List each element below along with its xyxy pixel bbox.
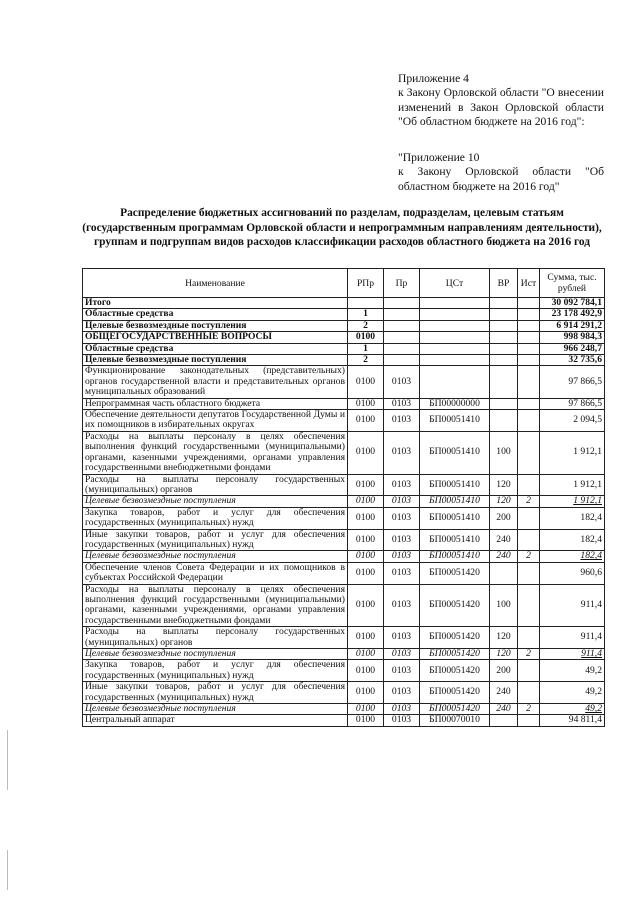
cell-ist <box>518 298 540 309</box>
appendix-4-caption <box>398 72 604 130</box>
cell-rpr: 0100 <box>348 704 384 715</box>
cell-vr: 120 <box>490 496 518 507</box>
cell-ist <box>518 562 540 584</box>
cell-name: Иные закупки товаров, работ и услуг для обеспечения государственных (муниципальных) нужд <box>83 682 348 704</box>
cell-rpr: 0100 <box>348 715 384 726</box>
cell-cst: БП00051410 <box>420 507 490 529</box>
cell-vr <box>490 410 518 432</box>
table-row <box>83 507 605 529</box>
cell-pr: 0103 <box>384 496 420 507</box>
appendix-4-line: к Закону Орловской области "О внесении изменений в Закон Орловской области "Об областном бюджете на 2016 год": <box>398 86 604 129</box>
cell-cst: БП00000000 <box>420 398 490 409</box>
cell-name: Расходы на выплаты персоналу государственных (муниципальных) органов <box>83 474 348 496</box>
cell-pr <box>384 332 420 343</box>
cell-ist <box>518 584 540 627</box>
cell-pr: 0103 <box>384 474 420 496</box>
budget-table <box>82 268 605 727</box>
col-vr-header: ВР <box>490 269 518 298</box>
appendix-10-caption <box>398 151 604 194</box>
cell-sum: 182,4 <box>540 551 605 562</box>
scan-margin-mark <box>7 730 8 790</box>
cell-rpr: 0100 <box>348 529 384 551</box>
table-row <box>83 649 605 660</box>
cell-cst <box>420 366 490 398</box>
table-row <box>83 682 605 704</box>
cell-cst <box>420 309 490 320</box>
cell-pr: 0103 <box>384 715 420 726</box>
cell-rpr: 0100 <box>348 398 384 409</box>
appendix-10-line: "Приложение 10 <box>398 151 480 164</box>
cell-name: Расходы на выплаты персоналу в целях обеспечения выполнения функций государственными (муниципальными) органами, казенными учреждениями, органами управления государственными внебюджетными фондами <box>83 431 348 474</box>
cell-pr: 0103 <box>384 649 420 660</box>
table-row <box>83 627 605 649</box>
table-row <box>83 309 605 320</box>
cell-vr: 100 <box>490 584 518 627</box>
cell-ist <box>518 332 540 343</box>
cell-vr <box>490 332 518 343</box>
cell-pr <box>384 320 420 331</box>
cell-pr <box>384 355 420 366</box>
cell-rpr: 0100 <box>348 660 384 682</box>
cell-name: Целевые безвозмездные поступления <box>83 496 348 507</box>
cell-ist <box>518 660 540 682</box>
table-row <box>83 496 605 507</box>
cell-rpr: 2 <box>348 355 384 366</box>
cell-sum: 911,4 <box>540 649 605 660</box>
table-row <box>83 431 605 474</box>
cell-pr: 0103 <box>384 507 420 529</box>
table-body <box>83 298 605 727</box>
cell-ist <box>518 529 540 551</box>
cell-name: Иные закупки товаров, работ и услуг для обеспечения государственных (муниципальных) нужд <box>83 529 348 551</box>
cell-cst: БП00051410 <box>420 551 490 562</box>
cell-cst: БП00051420 <box>420 627 490 649</box>
cell-cst: БП00051420 <box>420 704 490 715</box>
cell-cst: БП00051420 <box>420 682 490 704</box>
document-title: Распределение бюджетных ассигнований по разделам, подразделам, целевым статьям (государственным программам Орловской области и непрограммным направлениям деятельности), группам и подгруппам видов расходов классификации расходов областного бюджета на 2016 год <box>82 207 602 249</box>
cell-vr <box>490 309 518 320</box>
cell-rpr: 0100 <box>348 366 384 398</box>
cell-ist: 2 <box>518 496 540 507</box>
cell-vr: 120 <box>490 649 518 660</box>
table-row <box>83 660 605 682</box>
cell-cst: БП00051420 <box>420 584 490 627</box>
cell-ist <box>518 431 540 474</box>
cell-vr: 200 <box>490 507 518 529</box>
cell-ist <box>518 343 540 354</box>
cell-sum: 182,4 <box>540 507 605 529</box>
cell-name: Расходы на выплаты персоналу государственных (муниципальных) органов <box>83 627 348 649</box>
cell-cst: БП00051410 <box>420 431 490 474</box>
cell-ist <box>518 309 540 320</box>
cell-name: Непрограммная часть областного бюджета <box>83 398 348 409</box>
cell-name: Расходы на выплаты персоналу в целях обеспечения выполнения функций государственными (муниципальными) органами, казенными учреждениями, органами управления государственными внебюджетными фондами <box>83 584 348 627</box>
table-row <box>83 298 605 309</box>
cell-ist <box>518 410 540 432</box>
cell-pr: 0103 <box>384 704 420 715</box>
cell-sum: 32 735,6 <box>540 355 605 366</box>
cell-cst <box>420 298 490 309</box>
cell-sum: 966 248,7 <box>540 343 605 354</box>
cell-name: Закупка товаров, работ и услуг для обеспечения государственных (муниципальных) нужд <box>83 660 348 682</box>
table-row <box>83 474 605 496</box>
cell-sum: 23 178 492,9 <box>540 309 605 320</box>
cell-rpr: 0100 <box>348 584 384 627</box>
cell-sum: 6 914 291,2 <box>540 320 605 331</box>
table-row <box>83 704 605 715</box>
cell-sum: 911,4 <box>540 584 605 627</box>
cell-pr: 0103 <box>384 584 420 627</box>
cell-rpr: 0100 <box>348 682 384 704</box>
cell-rpr: 0100 <box>348 627 384 649</box>
cell-ist <box>518 682 540 704</box>
cell-pr: 0103 <box>384 551 420 562</box>
cell-ist <box>518 474 540 496</box>
cell-sum: 1 912,1 <box>540 496 605 507</box>
cell-pr <box>384 298 420 309</box>
cell-vr <box>490 355 518 366</box>
col-cst-header: ЦСт <box>420 269 490 298</box>
cell-ist: 2 <box>518 649 540 660</box>
col-pr-header: Пр <box>384 269 420 298</box>
cell-name: Целевые безвозмездные поступления <box>83 649 348 660</box>
table-row <box>83 562 605 584</box>
cell-sum: 30 092 784,1 <box>540 298 605 309</box>
cell-vr <box>490 366 518 398</box>
cell-pr: 0103 <box>384 660 420 682</box>
cell-rpr: 0100 <box>348 507 384 529</box>
cell-name: Целевые безвозмездные поступления <box>83 355 348 366</box>
cell-cst: БП00051410 <box>420 529 490 551</box>
cell-pr: 0103 <box>384 529 420 551</box>
cell-ist <box>518 715 540 726</box>
cell-name: Областные средства <box>83 343 348 354</box>
cell-sum: 911,4 <box>540 627 605 649</box>
table-row <box>83 529 605 551</box>
cell-cst: БП00051420 <box>420 649 490 660</box>
cell-cst <box>420 355 490 366</box>
cell-name: ОБЩЕГОСУДАРСТВЕННЫЕ ВОПРОСЫ <box>83 332 348 343</box>
cell-sum: 97 866,5 <box>540 366 605 398</box>
cell-vr <box>490 715 518 726</box>
cell-name: Закупка товаров, работ и услуг для обеспечения государственных (муниципальных) нужд <box>83 507 348 529</box>
cell-cst: БП00051410 <box>420 496 490 507</box>
cell-vr <box>490 298 518 309</box>
cell-ist <box>518 507 540 529</box>
cell-vr <box>490 343 518 354</box>
cell-rpr: 0100 <box>348 332 384 343</box>
cell-name: Областные средства <box>83 309 348 320</box>
cell-vr: 120 <box>490 474 518 496</box>
cell-sum: 49,2 <box>540 682 605 704</box>
cell-sum: 1 912,1 <box>540 431 605 474</box>
cell-sum: 998 984,3 <box>540 332 605 343</box>
cell-sum: 182,4 <box>540 529 605 551</box>
cell-vr <box>490 562 518 584</box>
cell-pr: 0103 <box>384 366 420 398</box>
table-row <box>83 320 605 331</box>
cell-ist <box>518 627 540 649</box>
cell-ist <box>518 355 540 366</box>
cell-rpr: 0100 <box>348 431 384 474</box>
cell-rpr: 2 <box>348 320 384 331</box>
cell-vr <box>490 320 518 331</box>
cell-ist: 2 <box>518 551 540 562</box>
cell-name: Целевые безвозмездные поступления <box>83 704 348 715</box>
table-row <box>83 343 605 354</box>
col-rpr-header: РПр <box>348 269 384 298</box>
cell-sum: 1 912,1 <box>540 474 605 496</box>
cell-ist <box>518 320 540 331</box>
cell-vr: 240 <box>490 682 518 704</box>
table-row <box>83 410 605 432</box>
cell-cst <box>420 343 490 354</box>
cell-vr: 100 <box>490 431 518 474</box>
cell-cst: БП00051410 <box>420 410 490 432</box>
table-row <box>83 398 605 409</box>
cell-pr: 0103 <box>384 410 420 432</box>
cell-pr: 0103 <box>384 431 420 474</box>
cell-rpr: 0100 <box>348 649 384 660</box>
cell-vr: 240 <box>490 704 518 715</box>
cell-sum: 94 811,4 <box>540 715 605 726</box>
cell-cst: БП00070010 <box>420 715 490 726</box>
cell-name: Обеспечение членов Совета Федерации и их помощников в субъектах Российской Федерации <box>83 562 348 584</box>
cell-pr <box>384 309 420 320</box>
cell-cst <box>420 320 490 331</box>
cell-cst <box>420 332 490 343</box>
table-row <box>83 366 605 398</box>
cell-vr: 240 <box>490 551 518 562</box>
scan-margin-mark <box>7 850 8 890</box>
table-row <box>83 715 605 726</box>
cell-sum: 2 094,5 <box>540 410 605 432</box>
cell-name: Итого <box>83 298 348 309</box>
cell-name: Центральный аппарат <box>83 715 348 726</box>
cell-rpr: 0100 <box>348 410 384 432</box>
table-row <box>83 551 605 562</box>
cell-pr <box>384 343 420 354</box>
cell-rpr: 0100 <box>348 474 384 496</box>
col-ist-header: Ист <box>518 269 540 298</box>
appendix-10-line: к Закону Орловской области "Об областном бюджете на 2016 год" <box>398 165 604 193</box>
cell-pr: 0103 <box>384 682 420 704</box>
cell-ist <box>518 366 540 398</box>
cell-vr <box>490 398 518 409</box>
cell-name: Целевые безвозмездные поступления <box>83 320 348 331</box>
cell-vr: 200 <box>490 660 518 682</box>
table-row <box>83 584 605 627</box>
col-name-header: Наименование <box>83 269 348 298</box>
cell-pr: 0103 <box>384 562 420 584</box>
cell-ist: 2 <box>518 704 540 715</box>
cell-rpr: 1 <box>348 343 384 354</box>
cell-rpr: 1 <box>348 309 384 320</box>
appendix-4-line: Приложение 4 <box>398 72 469 85</box>
cell-sum: 960,6 <box>540 562 605 584</box>
cell-rpr: 0100 <box>348 562 384 584</box>
table-row <box>83 332 605 343</box>
cell-rpr <box>348 298 384 309</box>
cell-sum: 97 866,5 <box>540 398 605 409</box>
cell-vr: 120 <box>490 627 518 649</box>
cell-ist <box>518 398 540 409</box>
cell-cst: БП00051420 <box>420 562 490 584</box>
cell-pr: 0103 <box>384 398 420 409</box>
cell-sum: 49,2 <box>540 660 605 682</box>
cell-rpr: 0100 <box>348 551 384 562</box>
cell-sum: 49,2 <box>540 704 605 715</box>
cell-name: Целевые безвозмездные поступления <box>83 551 348 562</box>
col-sum-header: Сумма, тыс. рублей <box>540 269 605 298</box>
cell-cst: БП00051410 <box>420 474 490 496</box>
cell-pr: 0103 <box>384 627 420 649</box>
cell-vr: 240 <box>490 529 518 551</box>
table-row <box>83 355 605 366</box>
cell-name: Функционирование законодательных (представительных) органов государственной власти и представительных органов муниципальных образований <box>83 366 348 398</box>
cell-rpr: 0100 <box>348 496 384 507</box>
table-header-row <box>83 269 605 298</box>
cell-cst: БП00051420 <box>420 660 490 682</box>
cell-name: Обеспечение деятельности депутатов Государственной Думы и их помощников в избирательных округах <box>83 410 348 432</box>
